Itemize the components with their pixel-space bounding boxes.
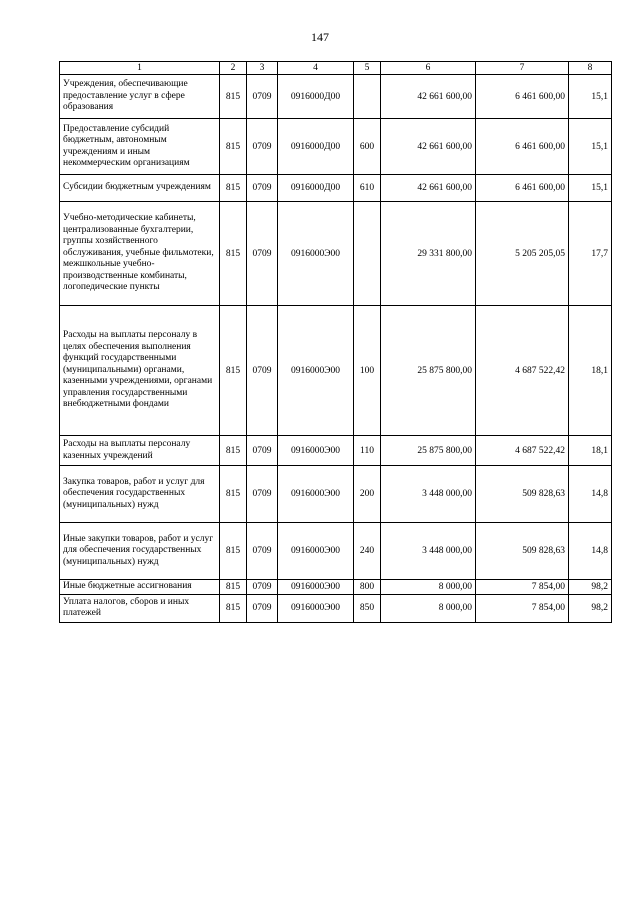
row-name: Предоставление субсидий бюджетным, автономным учреждениям и иным некоммерческим организациям <box>60 119 220 175</box>
row-plan: 3 448 000,00 <box>381 466 476 523</box>
row-csr: 0916000Э00 <box>278 594 354 622</box>
row-pct: 15,1 <box>569 119 612 175</box>
row-pct: 15,1 <box>569 75 612 119</box>
row-pct: 14,8 <box>569 523 612 580</box>
row-plan: 42 661 600,00 <box>381 175 476 202</box>
row-name: Учебно-методические кабинеты, централизованные бухгалтерии, группы хозяйственного обслуживания, учебные фильмотеки, межшкольные учебно-производственные комбинаты, логопедические пункты <box>60 202 220 306</box>
table-row <box>60 306 612 436</box>
row-name: Иные бюджетные ассигнования <box>60 580 220 595</box>
row-rzpr: 0709 <box>247 119 278 175</box>
row-fact: 7 854,00 <box>476 580 569 595</box>
table-row <box>60 523 612 580</box>
row-plan: 8 000,00 <box>381 594 476 622</box>
row-vr: 200 <box>354 466 381 523</box>
row-vr: 240 <box>354 523 381 580</box>
row-csr: 0916000Д00 <box>278 175 354 202</box>
row-vr: 610 <box>354 175 381 202</box>
row-fact: 6 461 600,00 <box>476 119 569 175</box>
header-cell-4: 4 <box>278 62 354 75</box>
row-rzpr: 0709 <box>247 523 278 580</box>
row-vr: 110 <box>354 436 381 466</box>
row-rzpr: 0709 <box>247 436 278 466</box>
table-row <box>60 580 612 595</box>
row-name: Расходы на выплаты персоналу казенных учреждений <box>60 436 220 466</box>
table-row <box>60 119 612 175</box>
table-row <box>60 175 612 202</box>
row-plan: 29 331 800,00 <box>381 202 476 306</box>
header-cell-3: 3 <box>247 62 278 75</box>
row-ved: 815 <box>220 119 247 175</box>
header-cell-7: 7 <box>476 62 569 75</box>
table-row <box>60 75 612 119</box>
row-ved: 815 <box>220 306 247 436</box>
row-vr <box>354 202 381 306</box>
header-cell-1: 1 <box>60 62 220 75</box>
row-ved: 815 <box>220 202 247 306</box>
row-ved: 815 <box>220 75 247 119</box>
row-pct: 14,8 <box>569 466 612 523</box>
row-name: Субсидии бюджетным учреждениям <box>60 175 220 202</box>
row-pct: 18,1 <box>569 306 612 436</box>
row-name: Иные закупки товаров, работ и услуг для обеспечения государственных (муниципальных) нужд <box>60 523 220 580</box>
header-row <box>60 62 612 75</box>
row-name: Уплата налогов, сборов и иных платежей <box>60 594 220 622</box>
row-name: Закупка товаров, работ и услуг для обеспечения государственных (муниципальных) нужд <box>60 466 220 523</box>
row-fact: 509 828,63 <box>476 523 569 580</box>
row-ved: 815 <box>220 436 247 466</box>
header-cell-6: 6 <box>381 62 476 75</box>
row-rzpr: 0709 <box>247 306 278 436</box>
row-rzpr: 0709 <box>247 466 278 523</box>
row-fact: 6 461 600,00 <box>476 175 569 202</box>
row-csr: 0916000Э00 <box>278 202 354 306</box>
header-cell-2: 2 <box>220 62 247 75</box>
header-cell-8: 8 <box>569 62 612 75</box>
row-rzpr: 0709 <box>247 594 278 622</box>
row-vr: 800 <box>354 580 381 595</box>
budget-table <box>59 61 612 623</box>
row-plan: 25 875 800,00 <box>381 436 476 466</box>
row-plan: 42 661 600,00 <box>381 75 476 119</box>
row-fact: 5 205 205,05 <box>476 202 569 306</box>
row-pct: 18,1 <box>569 436 612 466</box>
table-row <box>60 436 612 466</box>
row-plan: 8 000,00 <box>381 580 476 595</box>
row-csr: 0916000Д00 <box>278 119 354 175</box>
row-vr: 100 <box>354 306 381 436</box>
row-rzpr: 0709 <box>247 175 278 202</box>
row-csr: 0916000Э00 <box>278 523 354 580</box>
row-plan: 25 875 800,00 <box>381 306 476 436</box>
row-name: Учреждения, обеспечивающие предоставление услуг в сфере образования <box>60 75 220 119</box>
row-csr: 0916000Э00 <box>278 580 354 595</box>
header-cell-5: 5 <box>354 62 381 75</box>
row-rzpr: 0709 <box>247 580 278 595</box>
page-number: 147 <box>311 30 329 44</box>
row-csr: 0916000Э00 <box>278 466 354 523</box>
row-name: Расходы на выплаты персоналу в целях обеспечения выполнения функций государственными (муниципальными) органами, казенными учреждениями, органами управления государственными внебюджетными фондами <box>60 306 220 436</box>
row-ved: 815 <box>220 594 247 622</box>
row-ved: 815 <box>220 580 247 595</box>
row-fact: 6 461 600,00 <box>476 75 569 119</box>
row-pct: 98,2 <box>569 594 612 622</box>
row-csr: 0916000Д00 <box>278 75 354 119</box>
row-fact: 509 828,63 <box>476 466 569 523</box>
row-rzpr: 0709 <box>247 202 278 306</box>
row-csr: 0916000Э00 <box>278 306 354 436</box>
table-row <box>60 202 612 306</box>
row-pct: 17,7 <box>569 202 612 306</box>
row-csr: 0916000Э00 <box>278 436 354 466</box>
row-fact: 4 687 522,42 <box>476 306 569 436</box>
row-pct: 15,1 <box>569 175 612 202</box>
row-vr: 850 <box>354 594 381 622</box>
row-fact: 4 687 522,42 <box>476 436 569 466</box>
row-vr: 600 <box>354 119 381 175</box>
row-ved: 815 <box>220 175 247 202</box>
table-row <box>60 466 612 523</box>
row-plan: 42 661 600,00 <box>381 119 476 175</box>
row-pct: 98,2 <box>569 580 612 595</box>
row-rzpr: 0709 <box>247 75 278 119</box>
table-row <box>60 594 612 622</box>
row-plan: 3 448 000,00 <box>381 523 476 580</box>
row-vr <box>354 75 381 119</box>
row-ved: 815 <box>220 466 247 523</box>
row-ved: 815 <box>220 523 247 580</box>
row-fact: 7 854,00 <box>476 594 569 622</box>
